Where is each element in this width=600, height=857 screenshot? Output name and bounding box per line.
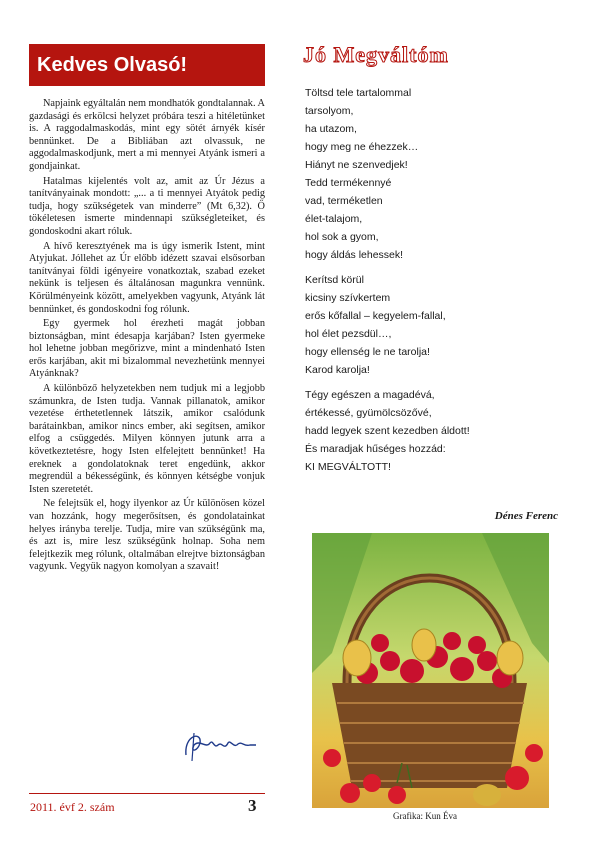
poem-line: élet-talajom,	[305, 213, 363, 225]
poem-line: tarsolyom,	[305, 105, 354, 117]
editorial-text	[29, 98, 265, 574]
footer-divider	[29, 793, 265, 794]
poem-line: Karod karolja!	[305, 364, 370, 376]
editorial-title: Kedves Olvasó!	[37, 53, 188, 76]
poem-line: hol sok a gyom,	[305, 231, 379, 243]
page-number: 3	[248, 796, 257, 815]
paragraph: Napjaink egyáltalán nem mondhatók gondtalannak. A gazdasági és erkölcsi helyzet próbára teszi a hitéletünket is. A raggodalmaskodás, mint egy sötét árnyék kísér bennünket. De a Bibliában azt olvassuk, ne aggodalmaskodjunk, mert a mi mennyei Atyánk ismeri a gondjainkat.	[29, 98, 265, 172]
poem-line: Tégy egészen a magadévá,	[305, 389, 435, 401]
poem-body	[305, 84, 575, 483]
paragraph: Ne felejtsük el, hogy ilyenkor az Úr különösen közel van hozzánk, hogy megerősítsen, és gondolatainkat helyes irányba terelje. Tudja, mire van szükségünk ma, és azt is, mire lesz szükségünk holnap. Soha nem felejtkezik meg rólunk, oltalmában elrejtve biztonságban vagyunk. Vegyük nagyon komolyan a szavait!	[29, 498, 265, 573]
editorial-header	[29, 44, 265, 86]
paragraph: A hívő keresztyének ma is úgy ismerik Istent, mint Atyjukat. Jóllehet az Úr előbb idézett szavai elsősorban tanítványai földi igényeire vonatkoztak, szabad ezeket nekünk is teljesen és általánosan magunkra vennünk. Körülményeink között, amelyekben vagyunk, Atyánk lát bennünket, és gondoskodni fog rólunk.	[29, 240, 265, 315]
poem-line: Tedd termékennyé	[305, 177, 392, 189]
paragraph: A különböző helyzetekben nem tudjuk mi a legjobb számunkra, de Isten tudja. Vannak pillanatok, amikor vezetése érthetetlennek látszik, amikor csalódunk barátainkban, amikor nincs ember, aki segítsen, amikor elfog a csüggedés. Milyen könnyen jutunk arra a következtetésre, hogy Isten elfelejtett bennünket! Ha ereknek a gondolatoknak teret engedünk, akkor megrendül a békességünk, és könnyen kétségbe vonjuk Isten szeretetét.	[29, 383, 265, 495]
paragraph: Egy gyermek hol érezheti magát jobban biztonságban, mint édesapja karjában? Isten gyermeke hol lehetne jobban megőrizve, mint a mindenható Isten erős karjában, akit mi bizalommal nevezhetünk mennyei Atyánknak?	[29, 318, 265, 380]
poem-stanza	[305, 84, 575, 264]
poem-line: KI MEGVÁLTOTT!	[305, 461, 391, 473]
poem-line: hogy meg ne éhezzek…	[305, 141, 419, 153]
poem-line: vad, terméketlen	[305, 195, 383, 207]
fruit-basket-painting	[312, 533, 549, 808]
poem-stanza	[305, 271, 575, 379]
poem-line: értékessé, gyümölcsözővé,	[305, 407, 432, 419]
poem-line: kicsiny szívkertem	[305, 292, 391, 304]
poem-line: hogy áldás lehessek!	[305, 249, 404, 261]
issue-label: 2011. évf 2. szám	[30, 800, 115, 814]
poem-line: hol élet pezsdül…,	[305, 328, 392, 340]
signature-icon	[180, 725, 260, 765]
poem-author: Dénes Ferenc	[494, 510, 558, 522]
image-caption: Grafika: Kun Éva	[393, 811, 457, 821]
poem-line: erős kőfallal – kegyelem-fallal,	[305, 310, 446, 322]
poem-line: ha utazom,	[305, 123, 357, 135]
poem-line: Hiányt ne szenvedjek!	[305, 159, 408, 171]
poem-title: Jó Megváltóm	[303, 42, 449, 67]
poem-line: hogy ellenség le ne tarolja!	[305, 346, 430, 358]
paragraph: Hatalmas kijelentés volt az, amit az Úr Jézus a tanítványainak mondott: „... a ti mennyei Atyátok pedig tudja, hogy szükségetek van minderre” (Mt 6,32). Ő tökéletesen ismerte mindennapi szükségleteiket, és gondoskodni akart róluk.	[29, 175, 265, 237]
poem-line: hadd legyek szent kezedben áldott!	[305, 425, 470, 437]
poem-stanza	[305, 386, 575, 476]
poem-line: Töltsd tele tartalommal	[305, 87, 412, 99]
poem-line: És maradjak hűséges hozzád:	[305, 443, 446, 455]
editorial-column	[29, 44, 265, 576]
poem-line: Kerítsd körül	[305, 274, 364, 286]
